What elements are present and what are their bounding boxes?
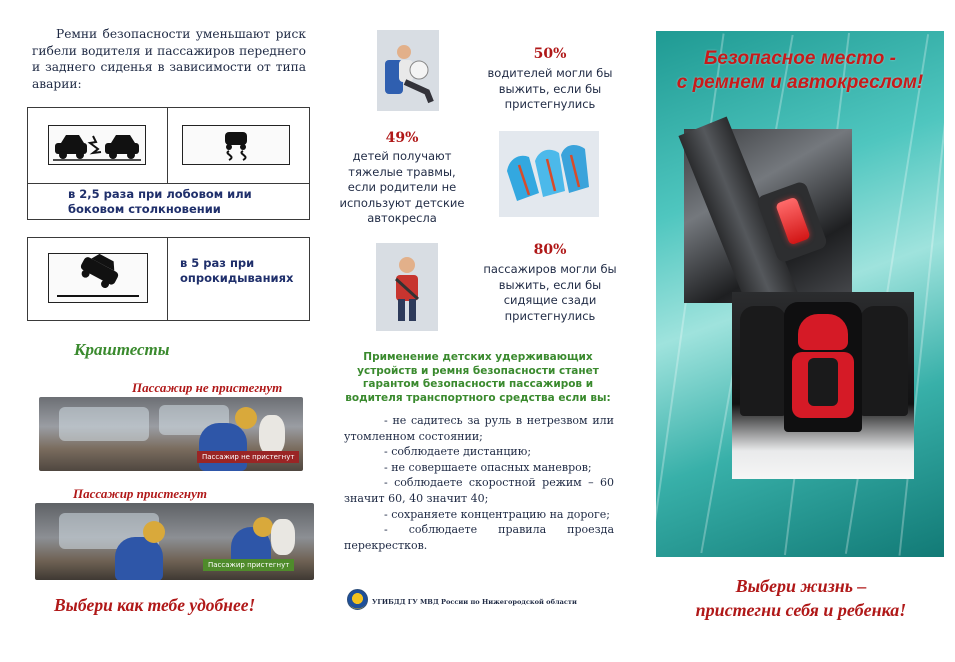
skid-pictogram-cell [168,108,309,183]
stat3-desc: пассажиров могли бы выжить, если бы сидящие сзади пристегнулись [483,262,617,323]
organization-name: УГИБДД ГУ МВД России по Нижегородской области [372,598,577,606]
rule-item: - не садитесь за руль в нетрезвом или утомленном состоянии; [344,414,614,443]
traffic-police-emblem-icon [347,589,368,610]
intro-text: Ремни безопасности уменьшают риск гибели водителя и пассажиров переднего и заднего сиденья в зависимости от типа аварии: [32,27,306,91]
belted-crash-photo [35,503,314,580]
rear-passenger-pictogram [376,243,438,331]
rollover-box [27,237,310,321]
stat1-percent: 50% [533,46,567,62]
child-seats-pictogram [499,131,599,217]
caption-belted: Пассажир пристегнут [73,486,208,501]
safety-rules-list [344,413,614,553]
unbelted-crash-photo [39,397,303,471]
photo2-label: Пассажир пристегнут [203,559,294,571]
frontal-collision-text: в 2,5 раза при лобовом или боковом столкновении [68,187,252,216]
stat2-percent: 49% [385,130,419,146]
panel-title: Безопасное место - с ремнем и автокреслом! [676,48,924,93]
caption-unbelted: Пассажир не пристегнут [132,380,283,395]
safety-conditions-heading: Применение детских удерживающих устройств и ремня безопасности станет гарантом безопасности пассажиров и водителя транспортного средства если вы: [345,351,611,404]
photo1-label: Пассажир не пристегнут [197,451,299,463]
car-collision-icon [48,125,146,165]
rollover-pictogram-cell [28,238,168,320]
stat2-desc: детей получают тяжелые травмы, если родители не используют детские автокресла [339,149,465,225]
safety-panel [656,31,944,557]
rule-item: - не совершаете опасных маневров; [384,460,592,474]
collision-pictogram-cell [28,108,168,183]
stat3-percent: 80% [533,242,567,258]
rollover-text: в 5 раз при опрокидываниях [180,256,294,285]
car-rollover-icon [48,253,148,303]
seatbelt-buckle-photo [684,129,852,303]
rule-item: - соблюдаете скоростной режим – 60 значит 60, 40 значит 40; [344,476,614,505]
car-skid-icon [182,125,290,165]
child-car-seat-photo [732,292,914,479]
rule-item: - соблюдаете правила проезда перекрестков. [344,523,614,552]
choose-slogan-right: Выбери жизнь – пристегни себя и ребенка! [695,576,907,620]
frontal-collision-box [27,107,310,220]
driver-airbag-pictogram [377,30,439,111]
rule-item: - сохраняете концентрацию на дороге; [384,507,611,521]
stat1-desc: водителей могли бы выжить, если бы пристегнулись [487,66,613,111]
choose-slogan-left: Выбери как тебе удобнее! [54,595,256,615]
rule-item: - соблюдаете дистанцию; [384,445,532,459]
crash-tests-heading: Краштесты [74,340,170,359]
